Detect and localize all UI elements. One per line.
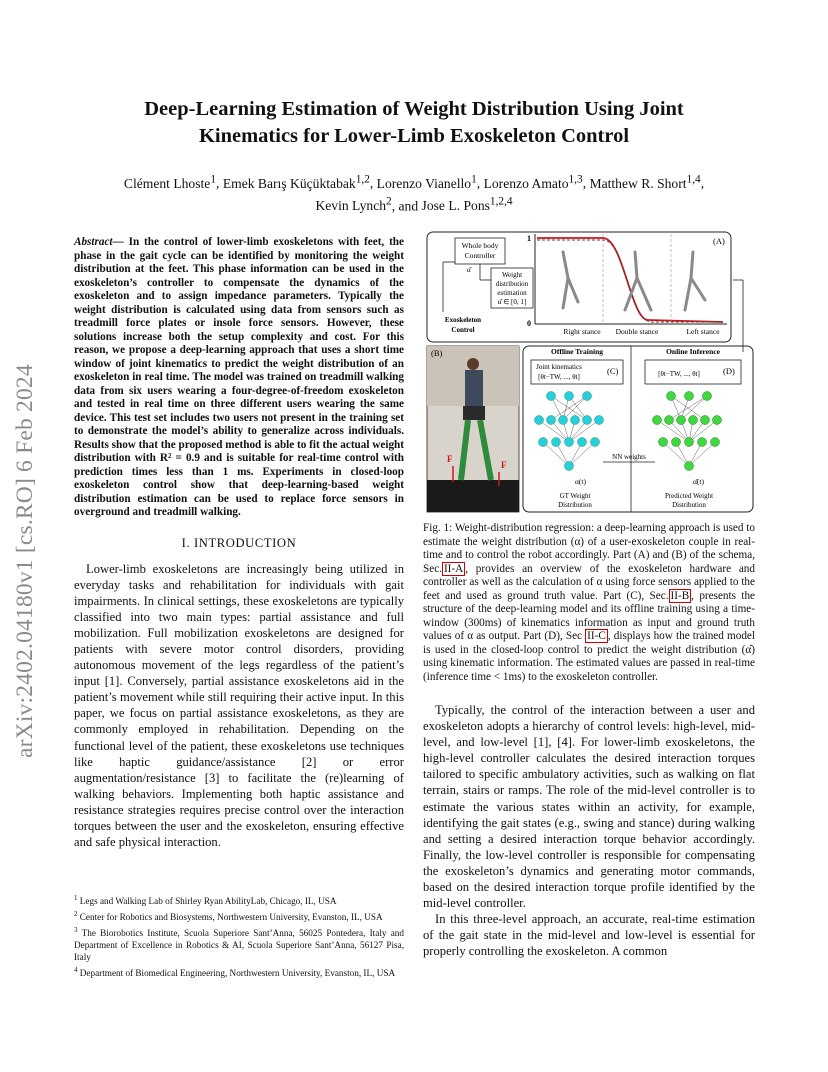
- weight-label-2: distribution: [495, 280, 529, 288]
- wbc-label: Whole body: [461, 241, 499, 250]
- y-bottom-label: 0: [527, 319, 531, 328]
- alpha-hat-t-label: α̂(t): [693, 477, 705, 486]
- title-line-2: Kinematics for Lower-Limb Exoskeleton Control: [198, 125, 630, 147]
- nn-inference: [653, 392, 722, 471]
- section-link-ii-b[interactable]: II-B: [670, 589, 690, 602]
- exo-hip: [463, 406, 485, 420]
- panel-a-label: (A): [713, 236, 725, 246]
- paper-title: [90, 96, 738, 150]
- exo-figure-left-stance: [685, 252, 705, 310]
- gt-weight-label: GT Weight: [559, 492, 591, 500]
- photo-treadmill: [427, 480, 519, 512]
- figure-1: [423, 230, 755, 516]
- wbc-label-2: Controller: [464, 251, 496, 260]
- figure-caption: Fig. 1: Weight-distribution regression: a deep-learning approach is used to estimate the weight distribution (α) of a user-exoskeleton couple in real-time and to control the robot accordingly. Part (A) and (B) of the schema, Sec. II-A , provides an overview of the exoskeleton hardware and controller as well as the calculation of α using force sensors applied to the feet and used as ground truth value. Part (C), Sec. II-B , presents the structure of the deep-learning model and its offline training using a time-window (300ms) of kinematics information as input and ground truth values of α as output. Part (D), Sec II-C , displays how the trained model is used in the closed-loop control to predict the weight distribution (α̂) using kinematic information. The estimated values are passed in real-time (inference time < 1ms) to the exoskeleton controller.: [423, 522, 755, 683]
- online-inference-title: Online Inference: [666, 347, 720, 356]
- theta-window-d: [θt−TW, ..., θt]: [658, 370, 700, 378]
- alpha-estimate-curve: [537, 240, 723, 322]
- theta-window-c: [θt−TW, ..., θt]: [538, 373, 580, 381]
- author: Lorenzo Amato$^{1,3}$: [483, 173, 583, 191]
- panel-c-label: (C): [607, 366, 619, 376]
- section-link-ii-a[interactable]: II-A: [443, 562, 464, 575]
- exo-control-label: Exoskeleton: [444, 316, 482, 324]
- gt-weight-label-2: Distribution: [558, 501, 592, 509]
- author: Jose L. Pons$^{1,2,4}$: [421, 195, 513, 214]
- section-link-ii-c[interactable]: II-C: [587, 630, 606, 642]
- exo-figure-right-stance: [563, 252, 578, 308]
- person-head: [467, 358, 479, 370]
- section-heading: I. INTRODUCTION: [181, 535, 297, 550]
- left-column: [74, 236, 404, 850]
- footnote: $^3$ The Biorobotics Institute, Scuola Superiore Sant’Anna, 56025 Pontedera, Italy and Department of Excellence in Robotics & AI, Scuola Superiore Sant’Anna, 56127 Pisa, Italy: [74, 926, 404, 963]
- footnote: $^4$ Department of Biomedical Engineering, Northwestern University, Evanston, IL, USA: [74, 966, 396, 979]
- figure-diagram: [423, 230, 755, 516]
- weight-label-3: estimation: [497, 289, 527, 297]
- pred-weight-label-2: Distribution: [672, 501, 706, 509]
- body-paragraph: In this three-level approach, an accurate, real-time estimation of the gait state in the mid-level and low-level is essential for properly controlling the exoskeleton. A common: [423, 912, 755, 959]
- footnote: $^1$ Legs and Walking Lab of Shirley Ryan AbilityLab, Chicago, IL, USA: [74, 894, 337, 907]
- author-list: Clément Lhoste$^1$, Emek Barış Küçüktabak$^{1,2}$, Lorenzo Vianello$^1$, Lorenzo Amato$^{1,3}$, Matthew R. Short$^{1,4}$, Kevin Lynch$^2$, and Jose L. Pons$^{1,2,4}$: [123, 173, 705, 214]
- nn-training: [535, 392, 604, 471]
- affiliation-footnotes: [74, 892, 404, 980]
- exo-control-label-2: Control: [451, 326, 475, 334]
- weight-label-4: α̂ ∈ [0, 1]: [497, 298, 527, 306]
- arxiv-identifier: arXiv:2402.04180v1 [cs.RO] 6 Feb 2024: [12, 364, 38, 758]
- alpha-hat-symbol: α̂: [467, 266, 471, 274]
- intro-paragraph: Lower-limb exoskeletons are increasingly being utilized in everyday tasks and rehabilitation for individuals with gait impairments. In clinical settings, these exoskeletons are typically classified into two main types: partial assistance and full mobilization. Full mobilization exoskeletons are designed for patients with severe motor control disorders, providing autonomous movement of the legs regardless of the patient’s input [1]. Conversely, partial assistance exoskeletons aid in the patient’s movement while still requiring their active input. In this paper, we focus on partial assistance exoskeletons, as they are commonly employed in rehabilitation. Depending on the functional level of the patient, these exoskeletons use techniques like haptic guidance/assistance [2] or error augmentation/resistance [3] to facilitate the (re)learning of walking behaviors. Implementing both haptic assistance and resistance strategies requires precise control over the interaction torques between the user and the exoskeleton, ensuring effective and safe physical interaction.: [74, 561, 404, 850]
- author: Emek Barış Küçüktabak$^{1,2}$: [222, 173, 370, 191]
- double-stance-label: Double stance: [615, 327, 659, 336]
- left-stance-label: Left stance: [686, 327, 720, 336]
- right-column: [423, 230, 755, 960]
- exo-figure-double-stance: [625, 252, 651, 310]
- person-torso: [465, 370, 483, 406]
- author: Kevin Lynch$^2$: [315, 195, 392, 214]
- panel-b-label: (B): [431, 348, 443, 358]
- right-stance-label: Right stance: [563, 327, 601, 336]
- panel-d-label: (D): [723, 366, 735, 376]
- footnote: $^2$ Center for Robotics and Biosystems, Northwestern University, Evanston, IL, USA: [74, 910, 383, 923]
- alpha-t-label: α(t): [575, 477, 587, 486]
- author: Matthew R. Short$^{1,4}$: [589, 173, 701, 191]
- offline-training-title: Offline Training: [550, 347, 604, 356]
- weight-label: Weight: [501, 271, 523, 279]
- pred-weight-label: Predicted Weight: [664, 492, 714, 500]
- abstract: [74, 236, 404, 520]
- y-top-label: 1: [527, 234, 531, 243]
- abstract-text: — In the control of lower-limb exoskeletons with feet, the phase in the gait cycle can be identified by monitoring the weight distribution at the feet. This phase information can be used in the exoskeleton’s controller to compensate the dynamics of the exoskeleton and to assign impedance parameters. Typically the weight distribution is calculated using data from sensors such as treadmill force plates or insole force sensors. However, these solutions increase both the setup complexity and cost. For this reason, we propose a deep-learning approach that uses a short time window of joint kinematics to predict the weight distribution of an exoskeleton in real time. The model was trained on treadmill walking data from six users wearing a four-degree-of-freedom exoskeleton and tested in real time on three different users wearing the same device. This test set includes two users not present in the training set to demonstrate the model’s ability to generalize across individuals. Results show that the proposed method is able to fit the actual weight distribution with R² = 0.9 and is suitable for real-time control with prediction times less than 1 ms. Experiments in closed-loop exoskeleton control show that deep-learning-based weight distribution estimation can be used to replace force sensors in overground and treadmill walking.: [74, 236, 404, 518]
- joint-kinematics-label: Joint kinematics: [536, 363, 582, 371]
- body-paragraph: Typically, the control of the interaction between a user and exoskeleton adopts a hierarchy of control levels: high-level, mid-level, and low-level [1], [4]. For lower-limb exoskeletons, the high-level controller calculates the desired interaction torques tailored to specific ambulatory activities, such as walking on flat terrain, stairs or ramps. The role of the mid-level controller is to estimate the various states within an activity, for example, identifying the gait states (e.g., swing and stance) during walking and setting a desired interaction torque behavior accordingly. Finally, the low-level controller is responsible for compensating the exoskeleton’s dynamics and generating motor commands, based on the desired interaction torque profile identified by the mid-level controller.: [423, 703, 755, 911]
- title-line-1: Deep-Learning Estimation of Weight Distribution Using Joint: [144, 98, 684, 120]
- nn-weights-label: NN weights: [612, 453, 646, 461]
- alpha-curve: [537, 238, 723, 322]
- abstract-label: Abstract: [74, 236, 113, 248]
- author: Lorenzo Vianello$^1$: [376, 173, 477, 191]
- force-label-left: F: [447, 454, 453, 464]
- author: Clément Lhoste$^1$: [123, 173, 217, 191]
- force-label-right: F: [501, 460, 507, 470]
